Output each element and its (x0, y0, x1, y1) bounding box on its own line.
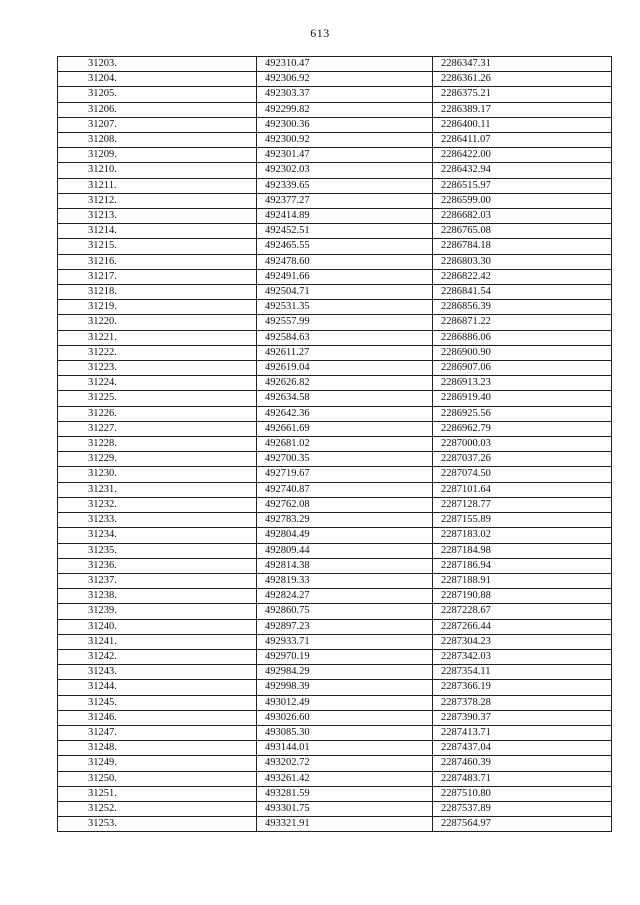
point-number-cell: 31213. (58, 209, 257, 224)
y-coordinate-cell: 2286822.42 (433, 269, 612, 284)
table-row (58, 300, 612, 315)
x-coordinate-cell: 493301.75 (257, 801, 433, 816)
table-row (58, 72, 612, 87)
table-row (58, 528, 612, 543)
y-coordinate-cell: 2287188.91 (433, 573, 612, 588)
point-number-cell: 31212. (58, 193, 257, 208)
table-row (58, 102, 612, 117)
y-coordinate-cell: 2287342.03 (433, 649, 612, 664)
x-coordinate-cell: 492970.19 (257, 649, 433, 664)
x-coordinate-cell: 492933.71 (257, 634, 433, 649)
point-number-cell: 31221. (58, 330, 257, 345)
point-number-cell: 31242. (58, 649, 257, 664)
y-coordinate-cell: 2286682.03 (433, 209, 612, 224)
table-row (58, 741, 612, 756)
x-coordinate-cell: 492414.89 (257, 209, 433, 224)
point-number-cell: 31249. (58, 756, 257, 771)
table-row (58, 771, 612, 786)
point-number-cell: 31231. (58, 482, 257, 497)
point-number-cell: 31225. (58, 391, 257, 406)
y-coordinate-cell: 2286856.39 (433, 300, 612, 315)
y-coordinate-cell: 2287228.67 (433, 604, 612, 619)
point-number-cell: 31235. (58, 543, 257, 558)
y-coordinate-cell: 2286803.30 (433, 254, 612, 269)
x-coordinate-cell: 492531.35 (257, 300, 433, 315)
x-coordinate-cell: 492377.27 (257, 193, 433, 208)
point-number-cell: 31220. (58, 315, 257, 330)
y-coordinate-cell: 2287483.71 (433, 771, 612, 786)
point-number-cell: 31204. (58, 72, 257, 87)
point-number-cell: 31203. (58, 57, 257, 72)
x-coordinate-cell: 492611.27 (257, 345, 433, 360)
point-number-cell: 31252. (58, 801, 257, 816)
table-row (58, 117, 612, 132)
x-coordinate-cell: 492762.08 (257, 497, 433, 512)
table-row (58, 57, 612, 72)
x-coordinate-cell: 492306.92 (257, 72, 433, 87)
y-coordinate-cell: 2286599.00 (433, 193, 612, 208)
x-coordinate-cell: 492824.27 (257, 589, 433, 604)
y-coordinate-cell: 2287266.44 (433, 619, 612, 634)
table-row (58, 786, 612, 801)
table-row (58, 406, 612, 421)
table-row (58, 345, 612, 360)
table-row (58, 497, 612, 512)
x-coordinate-cell: 492700.35 (257, 452, 433, 467)
x-coordinate-cell: 493085.30 (257, 725, 433, 740)
x-coordinate-cell: 492452.51 (257, 224, 433, 239)
point-number-cell: 31245. (58, 695, 257, 710)
y-coordinate-cell: 2286411.07 (433, 133, 612, 148)
point-number-cell: 31223. (58, 361, 257, 376)
y-coordinate-cell: 2287190.88 (433, 589, 612, 604)
x-coordinate-cell: 492897.23 (257, 619, 433, 634)
y-coordinate-cell: 2286400.11 (433, 117, 612, 132)
y-coordinate-cell: 2286432.94 (433, 163, 612, 178)
y-coordinate-cell: 2287037.26 (433, 452, 612, 467)
y-coordinate-cell: 2286919.40 (433, 391, 612, 406)
y-coordinate-cell: 2287366.19 (433, 680, 612, 695)
point-number-cell: 31228. (58, 437, 257, 452)
table-row (58, 634, 612, 649)
y-coordinate-cell: 2286962.79 (433, 421, 612, 436)
x-coordinate-cell: 492300.36 (257, 117, 433, 132)
table-row (58, 817, 612, 832)
x-coordinate-cell: 493144.01 (257, 741, 433, 756)
y-coordinate-cell: 2287413.71 (433, 725, 612, 740)
x-coordinate-cell: 493281.59 (257, 786, 433, 801)
y-coordinate-cell: 2286900.90 (433, 345, 612, 360)
point-number-cell: 31218. (58, 285, 257, 300)
x-coordinate-cell: 492998.39 (257, 680, 433, 695)
point-number-cell: 31241. (58, 634, 257, 649)
table-row (58, 285, 612, 300)
point-number-cell: 31224. (58, 376, 257, 391)
y-coordinate-cell: 2287101.64 (433, 482, 612, 497)
y-coordinate-cell: 2286886.06 (433, 330, 612, 345)
table-row (58, 87, 612, 102)
table-row (58, 163, 612, 178)
table-row (58, 801, 612, 816)
point-number-cell: 31230. (58, 467, 257, 482)
point-number-cell: 31205. (58, 87, 257, 102)
point-number-cell: 31226. (58, 406, 257, 421)
x-coordinate-cell: 492465.55 (257, 239, 433, 254)
table-row (58, 695, 612, 710)
y-coordinate-cell: 2286784.18 (433, 239, 612, 254)
point-number-cell: 31219. (58, 300, 257, 315)
y-coordinate-cell: 2287390.37 (433, 710, 612, 725)
x-coordinate-cell: 492626.82 (257, 376, 433, 391)
table-row (58, 558, 612, 573)
x-coordinate-cell: 493012.49 (257, 695, 433, 710)
x-coordinate-cell: 492302.03 (257, 163, 433, 178)
table-row (58, 649, 612, 664)
y-coordinate-cell: 2286913.23 (433, 376, 612, 391)
table-row (58, 209, 612, 224)
table-row (58, 604, 612, 619)
y-coordinate-cell: 2286841.54 (433, 285, 612, 300)
table-row (58, 315, 612, 330)
point-number-cell: 31214. (58, 224, 257, 239)
coordinates-table (57, 56, 612, 832)
table-row (58, 178, 612, 193)
point-number-cell: 31216. (58, 254, 257, 269)
point-number-cell: 31240. (58, 619, 257, 634)
y-coordinate-cell: 2287074.50 (433, 467, 612, 482)
table-row (58, 756, 612, 771)
y-coordinate-cell: 2287000.03 (433, 437, 612, 452)
point-number-cell: 31227. (58, 421, 257, 436)
table-row (58, 148, 612, 163)
y-coordinate-cell: 2287304.23 (433, 634, 612, 649)
point-number-cell: 31250. (58, 771, 257, 786)
table-row (58, 543, 612, 558)
page-number: 613 (310, 26, 330, 40)
x-coordinate-cell: 492814.38 (257, 558, 433, 573)
point-number-cell: 31209. (58, 148, 257, 163)
point-number-cell: 31232. (58, 497, 257, 512)
y-coordinate-cell: 2286907.06 (433, 361, 612, 376)
y-coordinate-cell: 2287510.80 (433, 786, 612, 801)
x-coordinate-cell: 492719.67 (257, 467, 433, 482)
x-coordinate-cell: 492303.37 (257, 87, 433, 102)
x-coordinate-cell: 492681.02 (257, 437, 433, 452)
point-number-cell: 31233. (58, 513, 257, 528)
x-coordinate-cell: 492860.75 (257, 604, 433, 619)
y-coordinate-cell: 2287184.98 (433, 543, 612, 558)
point-number-cell: 31251. (58, 786, 257, 801)
table-row (58, 725, 612, 740)
x-coordinate-cell: 492740.87 (257, 482, 433, 497)
table-row (58, 619, 612, 634)
x-coordinate-cell: 492310.47 (257, 57, 433, 72)
x-coordinate-cell: 492339.65 (257, 178, 433, 193)
point-number-cell: 31208. (58, 133, 257, 148)
y-coordinate-cell: 2287537.89 (433, 801, 612, 816)
y-coordinate-cell: 2286347.31 (433, 57, 612, 72)
x-coordinate-cell: 492619.04 (257, 361, 433, 376)
x-coordinate-cell: 492300.92 (257, 133, 433, 148)
y-coordinate-cell: 2287564.97 (433, 817, 612, 832)
table-row (58, 665, 612, 680)
x-coordinate-cell: 492819.33 (257, 573, 433, 588)
table-row (58, 193, 612, 208)
x-coordinate-cell: 492642.36 (257, 406, 433, 421)
table-row (58, 421, 612, 436)
y-coordinate-cell: 2287378.28 (433, 695, 612, 710)
y-coordinate-cell: 2286925.56 (433, 406, 612, 421)
table-row (58, 513, 612, 528)
x-coordinate-cell: 492557.99 (257, 315, 433, 330)
y-coordinate-cell: 2287155.89 (433, 513, 612, 528)
x-coordinate-cell: 492478.60 (257, 254, 433, 269)
table-row (58, 589, 612, 604)
coordinates-table-body (58, 57, 612, 832)
table-row (58, 452, 612, 467)
y-coordinate-cell: 2287186.94 (433, 558, 612, 573)
x-coordinate-cell: 493026.60 (257, 710, 433, 725)
point-number-cell: 31210. (58, 163, 257, 178)
y-coordinate-cell: 2286515.97 (433, 178, 612, 193)
x-coordinate-cell: 492783.29 (257, 513, 433, 528)
table-row (58, 133, 612, 148)
y-coordinate-cell: 2286765.08 (433, 224, 612, 239)
y-coordinate-cell: 2286422.00 (433, 148, 612, 163)
y-coordinate-cell: 2287460.39 (433, 756, 612, 771)
point-number-cell: 31248. (58, 741, 257, 756)
point-number-cell: 31239. (58, 604, 257, 619)
point-number-cell: 31234. (58, 528, 257, 543)
y-coordinate-cell: 2286375.21 (433, 87, 612, 102)
table-row (58, 573, 612, 588)
point-number-cell: 31237. (58, 573, 257, 588)
point-number-cell: 31207. (58, 117, 257, 132)
point-number-cell: 31206. (58, 102, 257, 117)
x-coordinate-cell: 492299.82 (257, 102, 433, 117)
x-coordinate-cell: 492661.69 (257, 421, 433, 436)
table-row (58, 239, 612, 254)
point-number-cell: 31243. (58, 665, 257, 680)
point-number-cell: 31211. (58, 178, 257, 193)
y-coordinate-cell: 2287354.11 (433, 665, 612, 680)
x-coordinate-cell: 492301.47 (257, 148, 433, 163)
y-coordinate-cell: 2286389.17 (433, 102, 612, 117)
x-coordinate-cell: 492809.44 (257, 543, 433, 558)
table-row (58, 437, 612, 452)
point-number-cell: 31222. (58, 345, 257, 360)
x-coordinate-cell: 492584.63 (257, 330, 433, 345)
point-number-cell: 31253. (58, 817, 257, 832)
x-coordinate-cell: 493202.72 (257, 756, 433, 771)
table-row (58, 361, 612, 376)
y-coordinate-cell: 2287437.04 (433, 741, 612, 756)
table-row (58, 254, 612, 269)
x-coordinate-cell: 492804.49 (257, 528, 433, 543)
x-coordinate-cell: 493261.42 (257, 771, 433, 786)
table-row (58, 224, 612, 239)
x-coordinate-cell: 493321.91 (257, 817, 433, 832)
table-row (58, 376, 612, 391)
table-row (58, 391, 612, 406)
point-number-cell: 31247. (58, 725, 257, 740)
point-number-cell: 31238. (58, 589, 257, 604)
table-row (58, 710, 612, 725)
table-row (58, 680, 612, 695)
table-row (58, 330, 612, 345)
point-number-cell: 31217. (58, 269, 257, 284)
point-number-cell: 31244. (58, 680, 257, 695)
x-coordinate-cell: 492634.58 (257, 391, 433, 406)
y-coordinate-cell: 2286871.22 (433, 315, 612, 330)
table-row (58, 482, 612, 497)
y-coordinate-cell: 2287183.02 (433, 528, 612, 543)
x-coordinate-cell: 492984.29 (257, 665, 433, 680)
point-number-cell: 31215. (58, 239, 257, 254)
point-number-cell: 31246. (58, 710, 257, 725)
y-coordinate-cell: 2286361.26 (433, 72, 612, 87)
y-coordinate-cell: 2287128.77 (433, 497, 612, 512)
x-coordinate-cell: 492504.71 (257, 285, 433, 300)
table-row (58, 467, 612, 482)
point-number-cell: 31229. (58, 452, 257, 467)
point-number-cell: 31236. (58, 558, 257, 573)
table-row (58, 269, 612, 284)
x-coordinate-cell: 492491.66 (257, 269, 433, 284)
